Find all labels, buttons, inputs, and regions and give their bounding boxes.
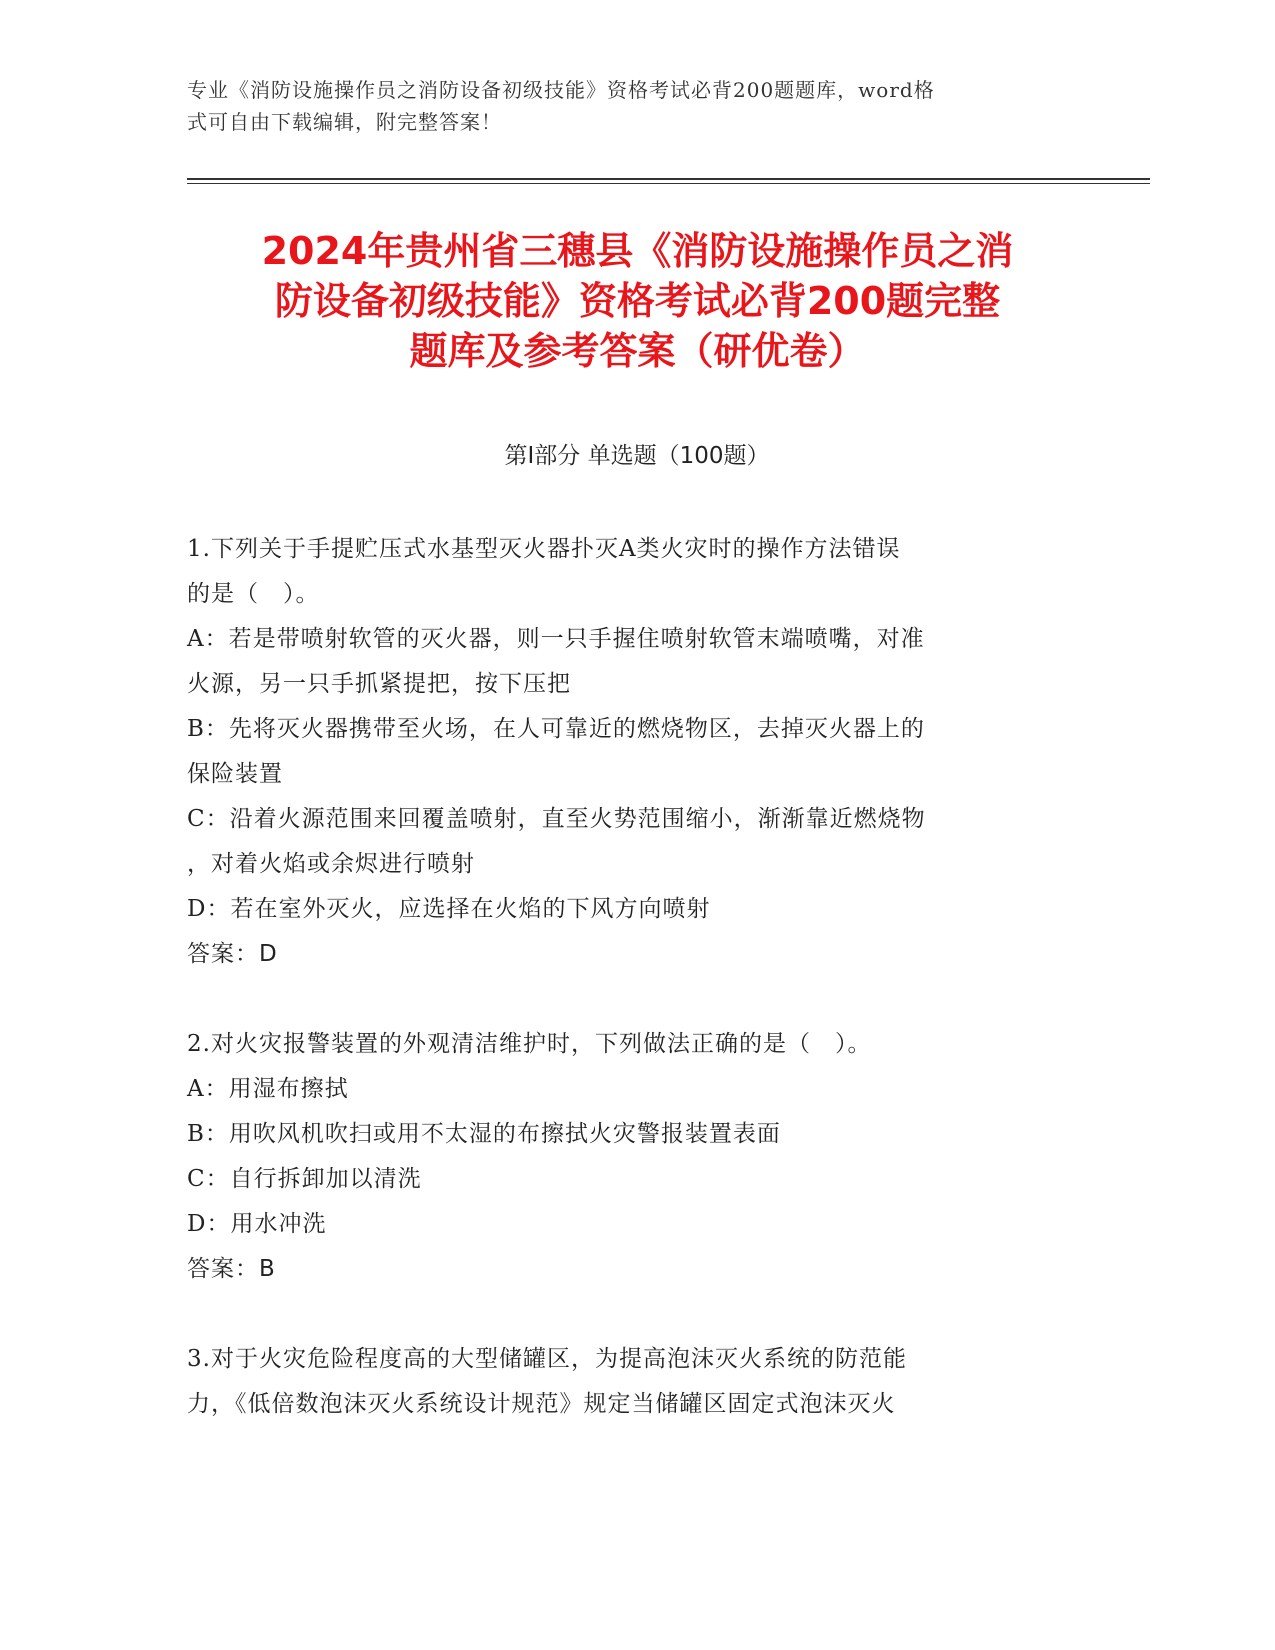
question-stem: 2.对火灾报警装置的外观清洁维护时，下列做法正确的是（ ）。 xyxy=(187,1031,872,1057)
answer-option: A：若是带喷射软管的灭火器，则一只手握住喷射软管末端喷嘴，对准 xyxy=(187,626,925,652)
header-divider-thick xyxy=(187,178,1150,180)
question-stem: 1.下列关于手提贮压式水基型灭火器扑灭A类火灾时的操作方法错误 xyxy=(187,536,901,562)
answer-option: ，对着火焰或余烬进行喷射 xyxy=(187,851,475,877)
document-title xyxy=(160,226,1115,376)
question-stem: 3.对于火灾危险程度高的大型储罐区，为提高泡沫灭火系统的防范能 xyxy=(187,1346,907,1372)
answer-option: 火源，另一只手抓紧提把，按下压把 xyxy=(187,671,571,697)
answer-option: D：用水冲洗 xyxy=(187,1211,327,1237)
title-line: 题库及参考答案（研优卷） xyxy=(409,329,866,373)
question-list xyxy=(187,527,1067,1472)
section-title: 第Ⅰ部分 单选题（100题） xyxy=(504,443,770,469)
answer-option: C：自行拆卸加以清洗 xyxy=(187,1166,422,1192)
question-item xyxy=(187,1022,1067,1292)
answer-option: C：沿着火源范围来回覆盖喷射，直至火势范围缩小，渐渐靠近燃烧物 xyxy=(187,806,926,832)
question-item xyxy=(187,1337,1067,1427)
answer-option: B：先将灭火器携带至火场，在人可靠近的燃烧物区，去掉灭火器上的 xyxy=(187,716,925,742)
header-divider-thin xyxy=(187,183,1150,184)
question-stem: 的是（ ）。 xyxy=(187,581,320,607)
header-note-line: 专业《消防设施操作员之消防设备初级技能》资格考试必背200题题库，word格 xyxy=(187,78,935,102)
question-item xyxy=(187,527,1067,977)
question-stem: 力，《低倍数泡沫灭火系统设计规范》规定当储罐区固定式泡沫灭火 xyxy=(187,1391,896,1417)
question-answer: 答案：D xyxy=(187,941,278,967)
header-note xyxy=(187,74,1067,138)
answer-option: B：用吹风机吹扫或用不太湿的布擦拭火灾警报装置表面 xyxy=(187,1121,781,1147)
answer-option: 保险装置 xyxy=(187,761,283,787)
answer-option: D：若在室外灭火，应选择在火焰的下风方向喷射 xyxy=(187,896,711,922)
title-line: 2024年贵州省三穗县《消防设施操作员之消 xyxy=(261,229,1014,273)
header-note-line: 式可自由下载编辑，附完整答案！ xyxy=(187,110,502,134)
question-answer: 答案：B xyxy=(187,1256,276,1282)
title-line: 防设备初级技能》资格考试必背200题完整 xyxy=(274,279,1001,323)
answer-option: A：用湿布擦拭 xyxy=(187,1076,349,1102)
